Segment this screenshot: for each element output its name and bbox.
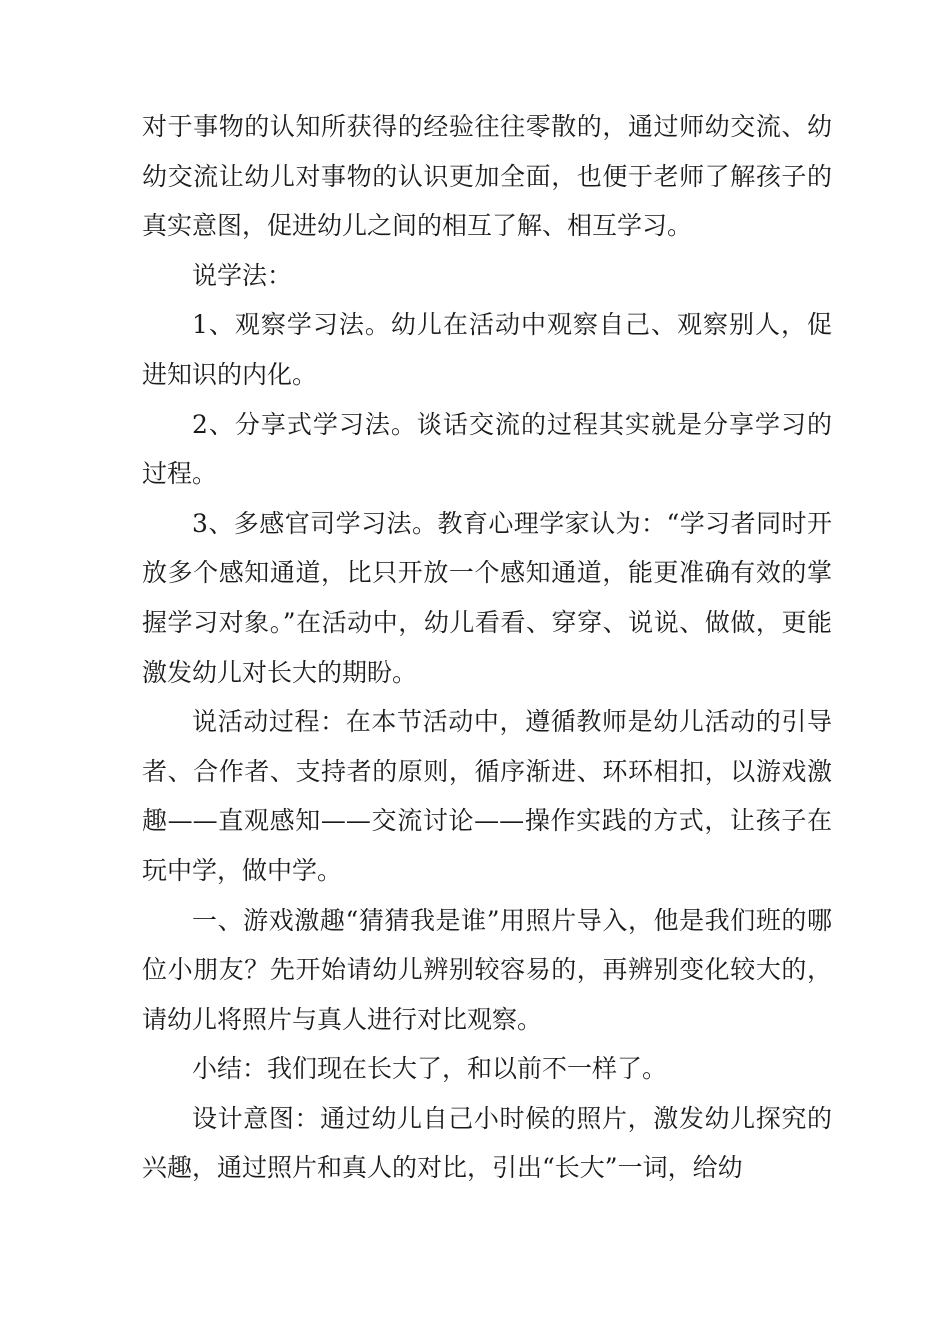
paragraph-design-intent: 设计意图：通过幼儿自己小时候的照片，激发幼儿探究的兴趣，通过照片和真人的对比，引出“长大”一词，给幼	[142, 1103, 832, 1183]
document-body	[142, 102, 832, 1193]
heading-study-method: 说学法：	[192, 260, 293, 290]
paragraph-game-intro: 一、游戏激趣“猜猜我是谁”用照片导入，他是我们班的哪位小朋友？先开始请幼儿辨别较容易的，再辨别变化较大的，请幼儿将照片与真人进行对比观察。	[142, 905, 832, 1034]
paragraph-observation-method: 1、观察学习法。幼儿在活动中观察自己、观察别人，促进知识的内化。	[142, 310, 832, 389]
paragraph-sharing-method: 2、分享式学习法。谈话交流的过程其实就是分享学习的过程。	[142, 409, 832, 489]
paragraph-continuation: 对于事物的认知所获得的经验往往零散的，通过师幼交流、幼幼交流让幼儿对事物的认识更加全面，也便于老师了解孩子的真实意图，促进幼儿之间的相互了解、相互学习。	[142, 112, 832, 241]
paragraph-summary: 小结：我们现在长大了，和以前不一样了。	[192, 1054, 668, 1084]
paragraph-multisensory-method: 3、多感官司学习法。教育心理学家认为：“学习者同时开放多个感知通道，比只开放一个感知通道，能更准确有效的掌握学习对象。”在活动中，幼儿看看、穿穿、说说、做做，更能激发幼儿对长大的期盼。	[142, 508, 832, 687]
paragraph-activity-process: 说活动过程：在本节活动中，遵循教师是幼儿活动的引导者、合作者、支持者的原则，循序渐进、环环相扣，以游戏激趣——直观感知——交流讨论——操作实践的方式，让孩子在玩中学，做中学。	[142, 707, 832, 885]
